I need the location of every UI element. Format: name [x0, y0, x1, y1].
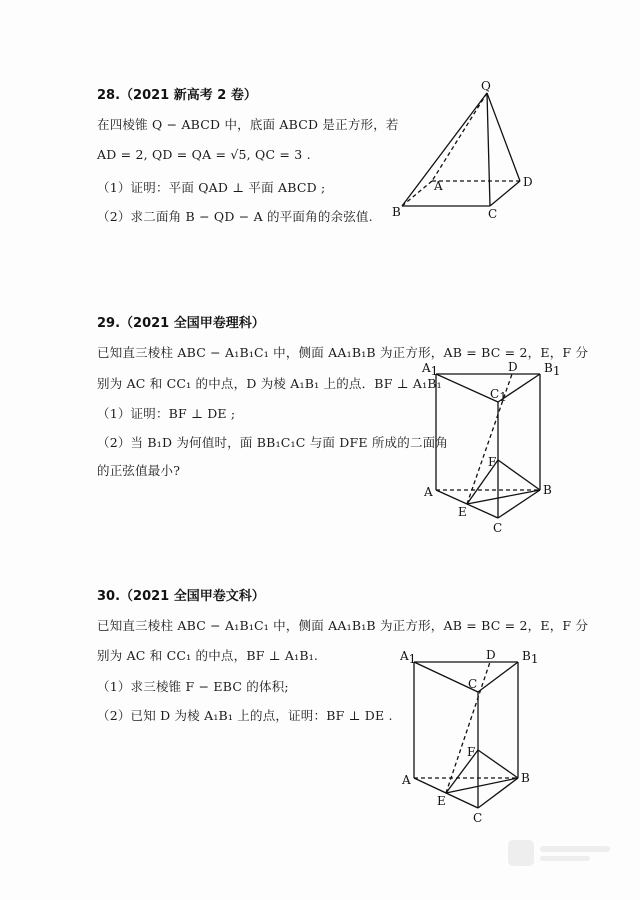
problem-29-stem-2: 别为 AC 和 CC₁ 的中点，D 为棱 A₁B₁ 上的点．BF ⊥ A₁B₁ [97, 376, 442, 391]
problem-29-question-1: （1）证明：BF ⊥ DE ; [97, 406, 236, 421]
label-A1: A1 [422, 361, 439, 378]
label-C: C [488, 207, 498, 221]
problem-29-stem-1: 已知直三棱柱 ABC − A₁B₁C₁ 中，侧面 AA₁B₁B 为正方形，AB = BC = 2，E，F 分 [97, 345, 589, 360]
edge-QC [487, 93, 490, 206]
problem-28-pyramid-figure [385, 78, 555, 228]
edge-QB [402, 93, 487, 206]
edge-QA [432, 93, 487, 181]
problem-28-stem-2: AD = 2, QD = QA = √5, QC = 3 . [97, 147, 311, 162]
label-E: E [437, 794, 446, 808]
problem-28-header: 28.（2021 新高考 2 卷） [97, 88, 257, 103]
label-C-top: C [468, 677, 478, 691]
problem-30-question-2: （2）已知 D 为棱 A₁B₁ 上的点，证明：BF ⊥ DE . [97, 708, 393, 723]
label-A: A [402, 773, 411, 787]
label-C1: C1 [490, 387, 507, 404]
problem-30-stem-1: 已知直三棱柱 ABC − A₁B₁C₁ 中，侧面 AA₁B₁B 为正方形，AB = BC = 2，E，F 分 [97, 618, 589, 633]
label-D: D [486, 648, 496, 662]
problem-29-prism-figure [420, 360, 565, 540]
edge-FB [478, 750, 518, 778]
label-C: C [473, 811, 483, 825]
problem-29-question-2a: （2）当 B₁D 为何值时，面 BB₁C₁C 与面 DFE 所成的二面角 [97, 435, 449, 450]
label-B: B [392, 205, 401, 219]
label-A: A [424, 485, 433, 499]
problem-30-prism-figure [398, 648, 543, 828]
label-B1: B1 [522, 649, 539, 666]
problem-30-header: 30.（2021 全国甲卷文科） [97, 589, 265, 604]
label-A: A [434, 179, 443, 193]
edge-FB [498, 460, 540, 490]
label-D: D [523, 175, 533, 189]
edge-C1B1 [478, 662, 518, 692]
label-B1: B1 [544, 361, 561, 378]
edge-QD [487, 93, 520, 181]
problem-30-stem-2: 别为 AC 和 CC₁ 的中点，BF ⊥ A₁B₁. [97, 648, 319, 663]
edge-A1C1 [436, 374, 498, 402]
watermark-logo [506, 836, 616, 870]
problem-28-question-2: （2）求二面角 B − QD − A 的平面角的余弦值. [97, 209, 373, 224]
edge-CD [490, 181, 520, 206]
problem-30-question-1: （1）求三棱锥 F − EBC 的体积; [97, 679, 289, 694]
label-A1: A1 [400, 649, 417, 666]
label-E: E [458, 505, 467, 519]
label-D: D [508, 360, 518, 374]
label-F: F [488, 455, 497, 469]
edge-BA [402, 181, 432, 206]
problem-28-stem-1: 在四棱锥 Q − ABCD 中，底面 ABCD 是正方形，若 [97, 117, 399, 132]
problem-29-header: 29.（2021 全国甲卷理科） [97, 316, 265, 331]
label-B: B [521, 771, 530, 785]
problem-28-question-1: （1）证明：平面 QAD ⊥ 平面 ABCD ; [97, 180, 326, 195]
label-B: B [543, 483, 552, 497]
label-C: C [493, 521, 503, 535]
label-Q: Q [481, 79, 491, 93]
label-F: F [467, 745, 476, 759]
problem-29-question-2b: 的正弦值最小? [97, 463, 181, 478]
